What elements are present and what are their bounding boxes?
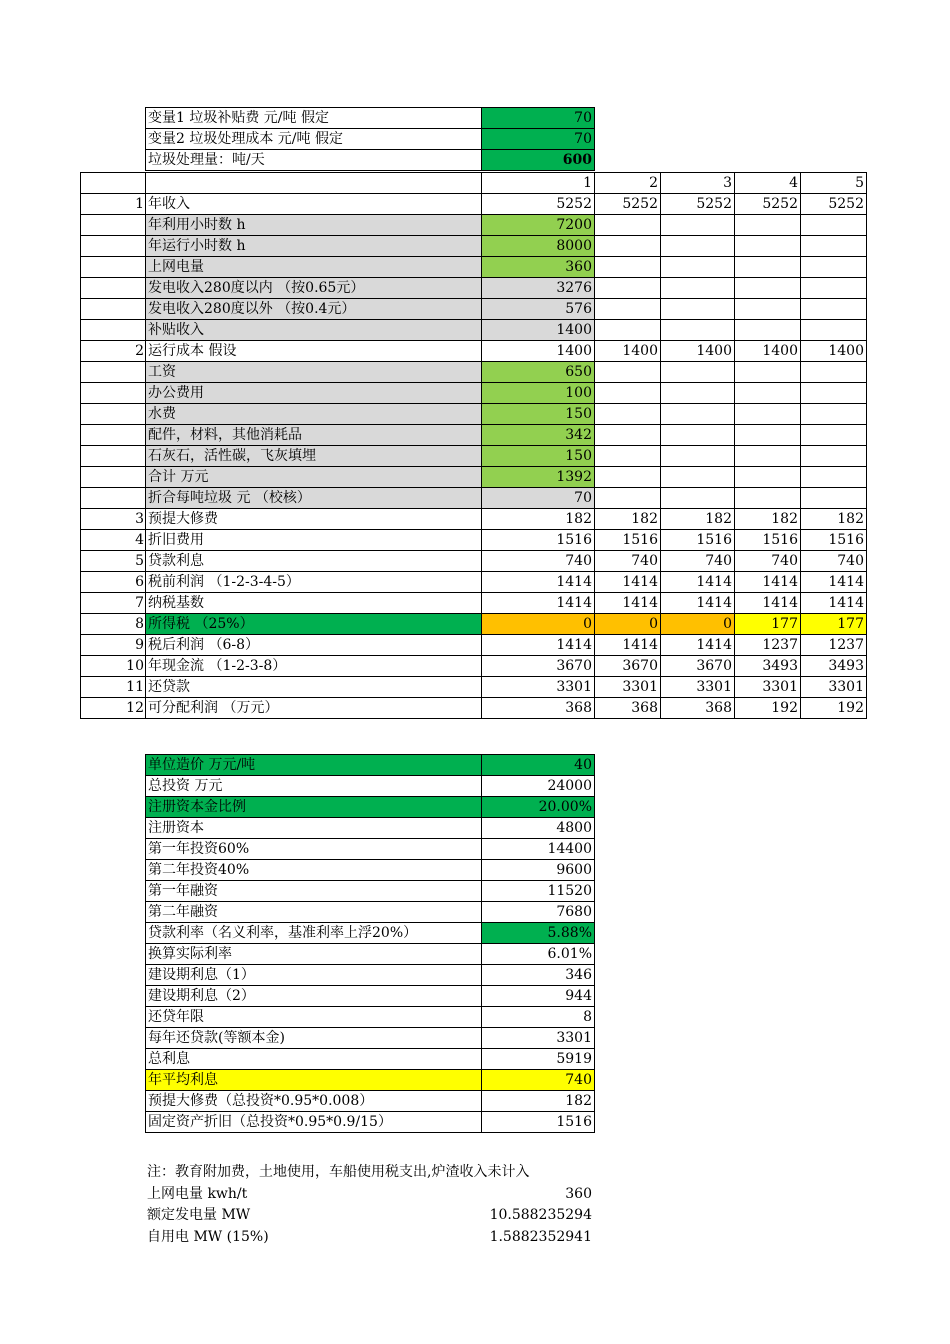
investment-value: 8	[482, 1007, 595, 1028]
table-row	[81, 404, 867, 425]
year-value-cell	[661, 299, 735, 320]
investment-label: 固定资产折旧（总投资*0.95*0.9/15）	[146, 1112, 482, 1133]
year-value-cell: 1414	[801, 572, 867, 593]
investment-value: 14400	[482, 839, 595, 860]
year-value-cell: 150	[482, 404, 595, 425]
year-value-cell	[595, 425, 661, 446]
note-value: 10.588235294	[489, 1207, 592, 1223]
year-value-cell: 3276	[482, 278, 595, 299]
investment-label: 第一年融资	[146, 881, 482, 902]
note-label: 注：教育附加费，土地使用，车船使用税支出,炉渣收入未计入	[147, 1164, 530, 1180]
investment-row	[146, 1112, 595, 1133]
note-value: 1.5882352941	[489, 1228, 592, 1245]
row-index	[81, 299, 146, 320]
year-value-cell	[801, 236, 867, 257]
investment-row	[146, 818, 595, 839]
year-value-cell	[661, 362, 735, 383]
year-value-cell	[661, 257, 735, 278]
year-value-cell: 5252	[801, 194, 867, 215]
year-value-cell: 0	[661, 614, 735, 635]
variable-label: 变量1 垃圾补贴费 元/吨 假定	[146, 108, 482, 129]
investment-row	[146, 923, 595, 944]
year-value-cell: 740	[482, 551, 595, 572]
note-line	[147, 1227, 607, 1249]
row-index: 9	[81, 635, 146, 656]
investment-row	[146, 860, 595, 881]
variable-value: 600	[482, 150, 595, 171]
year-value-cell: 1414	[595, 572, 661, 593]
year-value-cell: 150	[482, 446, 595, 467]
year-value-cell: 740	[661, 551, 735, 572]
row-label: 折旧费用	[146, 530, 482, 551]
investment-label: 总投资 万元	[146, 776, 482, 797]
investment-row	[146, 902, 595, 923]
table-row	[81, 278, 867, 299]
year-value-cell: 368	[482, 698, 595, 719]
year-value-cell: 342	[482, 425, 595, 446]
year-header-row	[81, 173, 867, 194]
year-value-cell	[595, 488, 661, 509]
year-value-cell	[595, 278, 661, 299]
row-label: 发电收入280度以外 （按0.4元）	[146, 299, 482, 320]
table-row	[81, 467, 867, 488]
year-header: 5	[801, 173, 867, 194]
investment-table	[145, 754, 595, 1133]
investment-value: 7680	[482, 902, 595, 923]
year-value-cell: 1414	[482, 593, 595, 614]
year-value-cell: 1400	[482, 320, 595, 341]
year-value-cell: 177	[801, 614, 867, 635]
variable-value: 70	[482, 129, 595, 150]
row-index: 5	[81, 551, 146, 572]
investment-label: 注册资本金比例	[146, 797, 482, 818]
investment-value: 4800	[482, 818, 595, 839]
table-row	[81, 446, 867, 467]
variable-row	[146, 108, 595, 129]
year-value-cell	[595, 362, 661, 383]
year-value-cell	[801, 404, 867, 425]
row-index	[81, 488, 146, 509]
table-row	[81, 572, 867, 593]
year-value-cell	[801, 215, 867, 236]
row-index	[81, 446, 146, 467]
row-index: 8	[81, 614, 146, 635]
year-value-cell	[801, 320, 867, 341]
row-label: 还贷款	[146, 677, 482, 698]
investment-row	[146, 839, 595, 860]
investment-row	[146, 881, 595, 902]
row-label: 发电收入280度以内 （按0.65元）	[146, 278, 482, 299]
row-label: 年收入	[146, 194, 482, 215]
row-label: 年利用小时数 h	[146, 215, 482, 236]
year-value-cell: 182	[801, 509, 867, 530]
table-row	[81, 614, 867, 635]
investment-label: 单位造价 万元/吨	[146, 755, 482, 776]
row-label: 折合每吨垃圾 元 （校核）	[146, 488, 482, 509]
year-value-cell	[801, 257, 867, 278]
year-value-cell	[735, 425, 801, 446]
investment-row	[146, 755, 595, 776]
table-row	[81, 299, 867, 320]
investment-value: 6.01%	[482, 944, 595, 965]
investment-label: 贷款利率（名义利率，基准利率上浮20%）	[146, 923, 482, 944]
table-row	[81, 194, 867, 215]
note-line	[147, 1162, 607, 1184]
year-value-cell	[735, 320, 801, 341]
note-line	[147, 1184, 607, 1206]
table-row	[81, 656, 867, 677]
year-value-cell	[595, 467, 661, 488]
table-row	[81, 635, 867, 656]
row-index: 7	[81, 593, 146, 614]
table-row	[81, 509, 867, 530]
row-index: 11	[81, 677, 146, 698]
year-header: 3	[661, 173, 735, 194]
table-row	[81, 320, 867, 341]
investment-row	[146, 1070, 595, 1091]
year-value-cell: 740	[595, 551, 661, 572]
row-label: 上网电量	[146, 257, 482, 278]
row-index	[81, 257, 146, 278]
row-index: 3	[81, 509, 146, 530]
year-value-cell: 368	[595, 698, 661, 719]
year-value-cell: 1414	[661, 593, 735, 614]
row-index: 12	[81, 698, 146, 719]
year-value-cell: 177	[735, 614, 801, 635]
note-label: 额定发电量 MW	[147, 1207, 251, 1223]
investment-label: 预提大修费（总投资*0.95*0.008）	[146, 1091, 482, 1112]
investment-value: 5.88%	[482, 923, 595, 944]
investment-value: 24000	[482, 776, 595, 797]
year-value-cell: 1516	[482, 530, 595, 551]
investment-label: 换算实际利率	[146, 944, 482, 965]
year-value-cell	[801, 362, 867, 383]
row-label: 运行成本 假设	[146, 341, 482, 362]
year-value-cell: 5252	[661, 194, 735, 215]
variable-row	[146, 129, 595, 150]
investment-value: 9600	[482, 860, 595, 881]
investment-value: 1516	[482, 1112, 595, 1133]
row-label: 补贴收入	[146, 320, 482, 341]
year-value-cell	[661, 320, 735, 341]
year-value-cell	[735, 467, 801, 488]
year-value-cell: 3670	[595, 656, 661, 677]
year-value-cell: 3670	[482, 656, 595, 677]
year-value-cell: 5252	[595, 194, 661, 215]
year-value-cell	[661, 278, 735, 299]
year-value-cell: 0	[595, 614, 661, 635]
year-value-cell	[595, 404, 661, 425]
year-value-cell	[661, 236, 735, 257]
row-index	[81, 215, 146, 236]
row-index	[81, 278, 146, 299]
note-value: 360	[565, 1185, 592, 1202]
year-value-cell: 3493	[735, 656, 801, 677]
year-value-cell: 100	[482, 383, 595, 404]
year-value-cell: 1400	[482, 341, 595, 362]
table-row	[81, 551, 867, 572]
year-value-cell	[661, 467, 735, 488]
row-label: 税前利润 （1-2-3-4-5）	[146, 572, 482, 593]
year-value-cell: 1414	[735, 572, 801, 593]
row-label: 水费	[146, 404, 482, 425]
investment-label: 第二年投资40%	[146, 860, 482, 881]
year-value-cell: 1414	[801, 593, 867, 614]
row-label: 贷款利息	[146, 551, 482, 572]
year-value-cell: 3301	[735, 677, 801, 698]
year-value-cell: 360	[482, 257, 595, 278]
investment-row	[146, 776, 595, 797]
note-label: 自用电 MW (15%)	[147, 1228, 269, 1245]
row-index	[81, 362, 146, 383]
row-label: 合计 万元	[146, 467, 482, 488]
year-value-cell: 1414	[661, 635, 735, 656]
year-value-cell: 3301	[661, 677, 735, 698]
year-value-cell: 1400	[735, 341, 801, 362]
table-row	[81, 236, 867, 257]
year-value-cell: 3670	[661, 656, 735, 677]
year-value-cell	[661, 383, 735, 404]
investment-value: 182	[482, 1091, 595, 1112]
year-value-cell: 70	[482, 488, 595, 509]
investment-row	[146, 1049, 595, 1070]
row-index	[81, 320, 146, 341]
year-value-cell	[661, 446, 735, 467]
year-value-cell: 7200	[482, 215, 595, 236]
year-value-cell: 1516	[801, 530, 867, 551]
investment-value: 3301	[482, 1028, 595, 1049]
year-value-cell	[801, 383, 867, 404]
investment-value: 5919	[482, 1049, 595, 1070]
year-value-cell: 1516	[595, 530, 661, 551]
year-value-cell: 1516	[735, 530, 801, 551]
row-index: 6	[81, 572, 146, 593]
year-value-cell: 3301	[801, 677, 867, 698]
row-label: 工资	[146, 362, 482, 383]
notes-section	[147, 1162, 607, 1248]
row-index	[81, 404, 146, 425]
variable-label: 垃圾处理量：吨/天	[146, 150, 482, 171]
year-value-cell: 368	[661, 698, 735, 719]
investment-row	[146, 944, 595, 965]
year-value-cell: 0	[482, 614, 595, 635]
year-header: 4	[735, 173, 801, 194]
investment-value: 40	[482, 755, 595, 776]
year-value-cell: 576	[482, 299, 595, 320]
year-value-cell	[801, 446, 867, 467]
table-row	[81, 215, 867, 236]
note-label: 上网电量 kwh/t	[147, 1185, 248, 1202]
investment-value: 944	[482, 986, 595, 1007]
row-label: 纳税基数	[146, 593, 482, 614]
row-label: 预提大修费	[146, 509, 482, 530]
row-index: 1	[81, 194, 146, 215]
row-label: 配件，材料，其他消耗品	[146, 425, 482, 446]
row-label: 石灰石，活性碳，飞灰填埋	[146, 446, 482, 467]
investment-value: 740	[482, 1070, 595, 1091]
year-value-cell: 1400	[595, 341, 661, 362]
year-value-cell	[801, 467, 867, 488]
investment-label: 注册资本	[146, 818, 482, 839]
corner-cell	[81, 173, 146, 194]
year-value-cell: 192	[801, 698, 867, 719]
year-value-cell: 1392	[482, 467, 595, 488]
row-index: 2	[81, 341, 146, 362]
year-value-cell: 740	[735, 551, 801, 572]
table-row	[81, 425, 867, 446]
year-value-cell	[735, 362, 801, 383]
year-value-cell: 182	[735, 509, 801, 530]
table-row	[81, 677, 867, 698]
year-value-cell: 650	[482, 362, 595, 383]
investment-value: 346	[482, 965, 595, 986]
investment-label: 建设期利息（1）	[146, 965, 482, 986]
investment-value: 20.00%	[482, 797, 595, 818]
year-value-cell: 1400	[661, 341, 735, 362]
table-row	[81, 530, 867, 551]
year-value-cell: 8000	[482, 236, 595, 257]
row-label: 可分配利润 （万元）	[146, 698, 482, 719]
year-value-cell	[735, 215, 801, 236]
year-value-cell	[661, 404, 735, 425]
year-value-cell: 192	[735, 698, 801, 719]
table-row	[81, 383, 867, 404]
row-index	[81, 425, 146, 446]
row-label: 年现金流 （1-2-3-8）	[146, 656, 482, 677]
year-value-cell	[801, 278, 867, 299]
header-label-cell	[146, 173, 482, 194]
year-header: 1	[482, 173, 595, 194]
year-value-cell: 5252	[482, 194, 595, 215]
investment-row	[146, 797, 595, 818]
year-value-cell: 1414	[661, 572, 735, 593]
year-value-cell: 1237	[735, 635, 801, 656]
variable-row	[146, 150, 595, 171]
row-label: 办公费用	[146, 383, 482, 404]
table-row	[81, 488, 867, 509]
year-value-cell	[735, 488, 801, 509]
row-label: 所得税 （25%）	[146, 614, 482, 635]
year-value-cell	[735, 278, 801, 299]
year-value-cell: 182	[482, 509, 595, 530]
investment-row	[146, 965, 595, 986]
note-line	[147, 1205, 607, 1227]
year-value-cell	[595, 215, 661, 236]
year-value-cell: 1414	[735, 593, 801, 614]
year-value-cell: 5252	[735, 194, 801, 215]
year-value-cell: 3301	[595, 677, 661, 698]
year-value-cell	[595, 257, 661, 278]
year-value-cell	[735, 383, 801, 404]
year-value-cell	[801, 299, 867, 320]
year-value-cell: 1414	[595, 593, 661, 614]
table-row	[81, 257, 867, 278]
year-value-cell	[595, 236, 661, 257]
year-value-cell	[735, 257, 801, 278]
investment-label: 每年还贷款(等额本金)	[146, 1028, 482, 1049]
table-row	[81, 362, 867, 383]
row-index	[81, 467, 146, 488]
year-value-cell	[735, 446, 801, 467]
year-value-cell: 1400	[801, 341, 867, 362]
year-value-cell: 3301	[482, 677, 595, 698]
year-value-cell: 1414	[595, 635, 661, 656]
investment-label: 第一年投资60%	[146, 839, 482, 860]
year-value-cell: 182	[661, 509, 735, 530]
variable-label: 变量2 垃圾处理成本 元/吨 假定	[146, 129, 482, 150]
year-value-cell	[661, 488, 735, 509]
year-value-cell	[735, 404, 801, 425]
investment-label: 还贷年限	[146, 1007, 482, 1028]
investment-label: 年平均利息	[146, 1070, 482, 1091]
year-value-cell	[801, 488, 867, 509]
year-value-cell: 740	[801, 551, 867, 572]
financial-table	[80, 172, 867, 719]
investment-row	[146, 1091, 595, 1112]
year-value-cell	[595, 299, 661, 320]
year-value-cell	[735, 236, 801, 257]
year-value-cell	[735, 299, 801, 320]
row-index	[81, 383, 146, 404]
row-label: 年运行小时数 h	[146, 236, 482, 257]
row-index: 10	[81, 656, 146, 677]
year-value-cell: 1237	[801, 635, 867, 656]
row-index: 4	[81, 530, 146, 551]
year-value-cell: 1414	[482, 572, 595, 593]
year-value-cell	[595, 446, 661, 467]
investment-row	[146, 1007, 595, 1028]
year-value-cell	[661, 425, 735, 446]
variable-value: 70	[482, 108, 595, 129]
year-value-cell	[595, 320, 661, 341]
investment-label: 建设期利息（2）	[146, 986, 482, 1007]
investment-value: 11520	[482, 881, 595, 902]
row-label: 税后利润 （6-8）	[146, 635, 482, 656]
table-row	[81, 593, 867, 614]
year-value-cell: 182	[595, 509, 661, 530]
year-value-cell: 1516	[661, 530, 735, 551]
year-value-cell: 3493	[801, 656, 867, 677]
investment-row	[146, 1028, 595, 1049]
year-value-cell	[801, 425, 867, 446]
investment-label: 总利息	[146, 1049, 482, 1070]
year-value-cell	[595, 383, 661, 404]
year-value-cell: 1414	[482, 635, 595, 656]
row-index	[81, 236, 146, 257]
year-value-cell	[661, 215, 735, 236]
table-row	[81, 698, 867, 719]
investment-row	[146, 986, 595, 1007]
year-header: 2	[595, 173, 661, 194]
investment-label: 第二年融资	[146, 902, 482, 923]
table-row	[81, 341, 867, 362]
variables-table	[145, 107, 595, 171]
